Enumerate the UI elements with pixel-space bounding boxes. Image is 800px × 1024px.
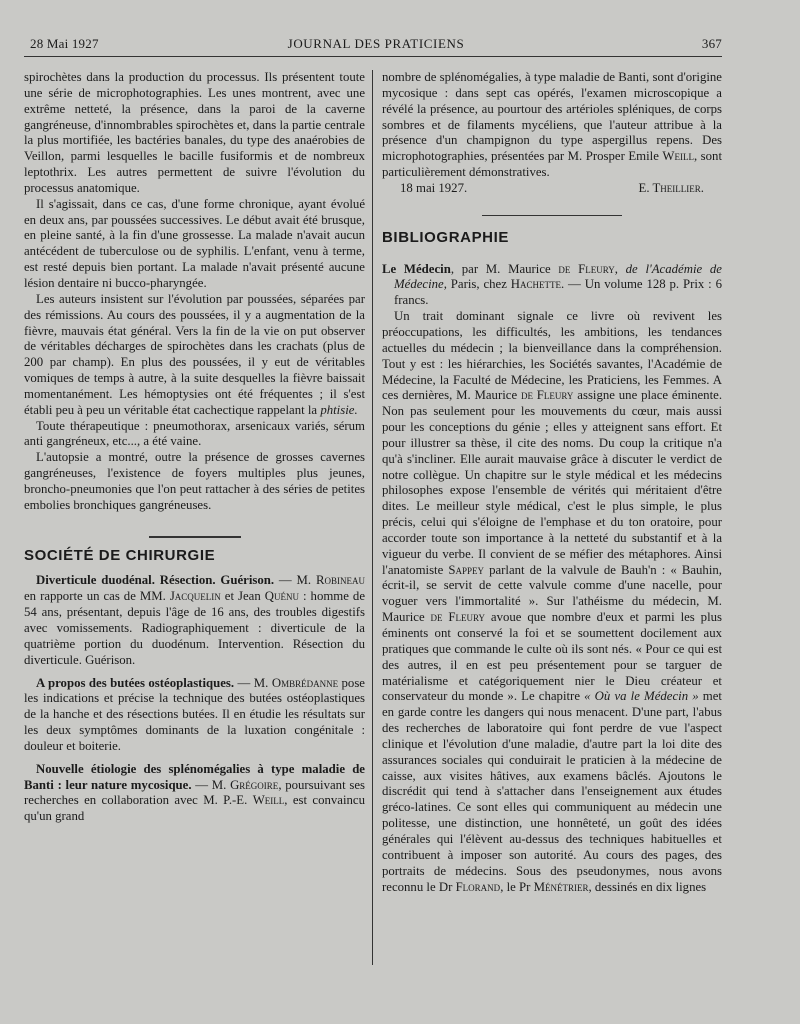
- text-run: : homme de 54 ans, présentant, depuis l'âge de 16 ans, des troubles digestifs avec vomissements. Radiographiquement : diverticule de la quatrième portion du duodénum. Intervention. Résection du diverticule. Guérison.: [24, 589, 366, 667]
- text-run: pose les indications et précise la technique des butées ostéoplastiques de la hanche et des résections butées. Il en étudie les résultats sur les deux symptômes dominants de la luxation congénitale : douleur et boiterie.: [24, 675, 365, 753]
- paragraph: [382, 70, 722, 181]
- author-name: Grégoire: [230, 777, 279, 792]
- text-run: Un trait dominant signale ce livre où revivent les préoccupations, les difficultés, les ambitions, les tendances actuelles du médecin ; la bienveillance dans la compréhension. Tout y est : les hiérarchies, les Sociétés savantes, l'Académie de Médecine, la Faculté de Médecine, les Praticiens, les Femmes. A ces dernières, M. Maurice: [382, 309, 722, 403]
- text-run: . — Un volume 128 p. Prix : 6 francs.: [394, 277, 723, 308]
- author-name: Quénu: [264, 589, 300, 604]
- text-run: , par M. Maurice: [450, 261, 559, 276]
- person-name: Sappey: [448, 562, 484, 577]
- book-citation: [382, 262, 722, 310]
- person-name: Ménétrier: [533, 879, 589, 894]
- person-name: Florand: [455, 879, 501, 894]
- text-run: avoue que nombre d'eux et parmi les plus éminents ont conservé la foi et se soumettent docilement aux pratiques que commande le culte où ils sont nés. « Pour ce qui est des autres, il en est peu présentement pour se targuer de matérialisme et catégoriquement nier le Dieu créateur et conservateur du monde ». Le chapitre: [382, 610, 722, 704]
- text-run: ,: [614, 261, 626, 276]
- author-name: Jacquelin: [169, 589, 221, 604]
- author-name: Robineau: [315, 573, 365, 588]
- column-divider: [372, 70, 373, 965]
- review-text: [382, 309, 722, 895]
- report-entry: [24, 573, 365, 668]
- author-name: de Fleury: [558, 261, 615, 276]
- page-number: 367: [701, 36, 722, 51]
- text-run: , sont particulièrement démonstratives.: [382, 149, 722, 180]
- text-run: parlant de la valvule de Bauh'n : « Bauhin, écrit-il, se servit de cette valvule comme d'une nacelle, pour voguer vers l'immortalité ». Sur l'athéisme du médecin, M. Maurice: [382, 562, 722, 625]
- text-run: — M.: [274, 573, 316, 588]
- chapter-title: « Où va le Médecin »: [584, 689, 699, 704]
- text-run: nombre de splénomégalies, à type maladie de Banti, sont d'origine mycosique : dans sept cas opérés, l'examen microscopique a révélé la présence, au pourtour des artérioles spléniques, de corps sombres et de filaments mycéliens, que l'auteur attribue à la présence d'un champignon du type aspergillus repens. Des microphotographies, présentées par M. Prosper Emile: [382, 70, 722, 164]
- report-entry: [24, 762, 365, 825]
- text-run: — M.: [191, 777, 231, 792]
- left-column: [24, 70, 365, 825]
- right-column: [382, 70, 722, 895]
- author-name: Ombrédanne: [271, 675, 339, 690]
- page-header: [30, 36, 722, 54]
- paragraph-text: Les auteurs insistent sur l'évolution par poussées, séparées par des rémissions. Au cours des poussées, il y a augmentation de la fièvre, mauvais état général. Vers la fin de la vie on put observer de véritables décharges de spirochètes dans les crachats (plus de 200 par champ). En plus des poussées, il y eut de véritables vomiques de temps à autre, à la suite desquelles la fièvre baissait momentanément. Les hémoptysies ont été fréquentes ; il s'est établi peu à peu un véritable état cachectique rappelant la: [24, 291, 365, 417]
- report-title: Diverticule duodénal. Résection. Guérison.: [36, 573, 275, 588]
- journal-title: JOURNAL DES PRATICIENS: [287, 36, 465, 51]
- publisher-name: Hachette: [510, 277, 561, 292]
- text-run: en rapporte un cas de MM.: [24, 589, 170, 604]
- report-entry: [24, 676, 365, 755]
- author-affiliation: de l'Académie de Médecine: [394, 261, 722, 292]
- paragraph: L'autopsie a montré, outre la présence de grosses cavernes gangréneuses, l'existence de foyers multiples plus jeunes, broncho-pneumonies que l'on peut rattacher à des séries de petites embolies bronchiques gangréneuses.: [24, 450, 365, 512]
- signature-date: 18 mai 1927.: [400, 180, 468, 195]
- paragraph: spirochètes dans la production du processus. Ils présentent toute une série de microphotographies. Les unes montrent, avec une extrême netteté, la présence, dans la paroi de la caverne gangréneuse, d'innombrables spirochètes et, dans la partie centrale la plus mortifiée, les bactéries banales, du type des anaérobies de Veillon, parmi lesquelles le bacille fusiformis et de nombreux leptothrix. Les autres permettent de suivre l'évolution du processus anatomique.: [24, 70, 365, 195]
- text-run: et Jean: [220, 589, 265, 604]
- text-run: , dessinés en dix lignes: [588, 879, 707, 894]
- section-heading-chirurgie: SOCIÉTÉ DE CHIRURGIE: [24, 546, 216, 564]
- text-run: , Paris, chez: [443, 277, 511, 292]
- text-run: met en garde contre les dangers qui nous menacent. D'une part, l'abus des recherches de laboratoire qui font perdre de vue l'aspect clinique et l'évolution d'une maladie, d'autre part la loi dite des assurances sociales qui conduirait le praticien à la médecine de caisse, aux visites hâtives, aux examens bâclés. Ajoutons le discrédit qui tend à s'attacher dans l'enseignement aux études gréco-latines. Ce sont elles qui communiquent au médecin une politesse, une distinction, une honnêteté, un goût des idées générales qui l'élèvent au-dessus des techniques habituelles et contribuent à imposer son autorité. Au cours des pages, des portraits de médecins. Sous des pseudonymes, nous avons reconnu le Dr: [382, 689, 722, 894]
- report-title: A propos des butées ostéoplastiques.: [36, 675, 235, 690]
- author-name: de Fleury: [520, 388, 574, 403]
- text-run: , le Pr: [500, 879, 531, 894]
- paragraph: Il s'agissait, dans ce cas, d'une forme chronique, ayant évolué en deux ans, par poussées successives. Le début avait été brusque, en pleine santé, à la fin d'une grossesse. La malade n'avait aucun antécédent de tuberculose ou de syphilis. L'enfant, venu à terme, est resté depuis bien portant. La malade n'avait présenté aucune lésion dentaire ni bucco-pharyngée.: [24, 196, 365, 290]
- author-name: Weill: [662, 149, 694, 164]
- book-title: Le Médecin: [382, 261, 451, 276]
- header-rule: [24, 56, 722, 57]
- text-run: , poursuivant ses recherches en collaboration avec M. P.-E.: [24, 777, 365, 808]
- text-run: — M.: [234, 675, 272, 690]
- signature-line: [382, 181, 722, 197]
- emphasis-text: phtisie.: [320, 402, 358, 417]
- text-run: , est convaincu qu'un grand: [24, 793, 365, 824]
- text-run: assigne une place éminente. Non pas seulement pour les mouvements du cœur, mais aussi pour les conceptions du génie ; elles y atteignent sans effort. Et pour illustrer sa thèse, il cite des noms. Du coup la critique n'a qu'à s'incliner. Elle aurait mauvaise grâce à discuter le verdict de notre collègue. Un chapitre sur le style médical et les médecins philosophes expose l'ensemble de vérités qui méritaient d'être dites. Le meilleur style médical, c'est le plus simple, le plus précis, celui qui s'éloigne de l'emphase et du ton oratoire, pour accorder toute son importance à la netteté du substantif et à la vigueur du verbe. Il convient de se méfier des métaphores. Ainsi l'anatomiste: [382, 388, 723, 577]
- author-name: de Fleury: [430, 610, 486, 625]
- author-name: Weill: [252, 793, 285, 808]
- paragraph: [24, 292, 365, 419]
- section-heading-bibliographie: BIBLIOGRAPHIE: [382, 228, 509, 246]
- report-title: Nouvelle étiologie des splénomégalies à type maladie de Banti : leur nature mycosique.: [24, 761, 365, 792]
- signature-author: E. Theillier.: [638, 180, 704, 195]
- issue-date: 28 Mai 1927: [30, 36, 99, 51]
- paragraph: Toute thérapeutique : pneumothorax, arsenicaux variés, sérum anti gangréneux, etc..., a été vaine.: [24, 418, 365, 449]
